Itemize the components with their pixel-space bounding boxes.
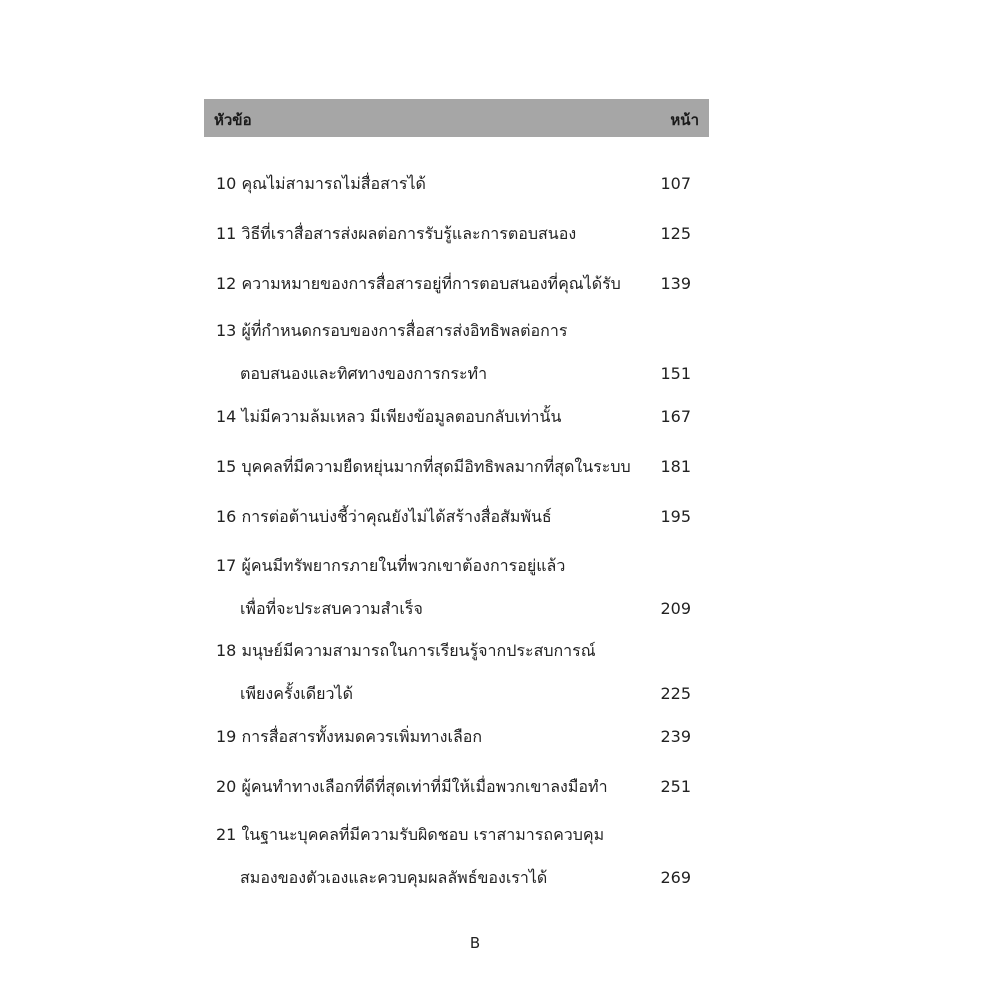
toc-entry-title-line: มนุษย์มีความสามารถในการเรียนรู้จากประสบการณ์: [241, 641, 596, 660]
toc-entry-page: 225: [660, 684, 691, 703]
toc-entry-title-line: สมองของตัวเองและควบคุมผลลัพธ์ของเราได้: [240, 868, 548, 887]
toc-entry-page: 251: [660, 777, 691, 796]
toc-entry-page: 239: [660, 727, 691, 746]
toc-entry-page: 125: [660, 224, 691, 243]
toc-entry-page: 107: [660, 174, 691, 193]
toc-entry-title-line: เพียงครั้งเดียวได้: [240, 684, 353, 703]
toc-entry-page: 195: [660, 507, 691, 526]
toc-entry-page: 151: [660, 364, 691, 383]
topic-column-label: หัวข้อ: [214, 111, 252, 129]
toc-entry-title: [216, 727, 482, 747]
toc-entry-number: 17: [216, 556, 237, 575]
toc-entry-number: 10: [216, 174, 237, 193]
toc-entry-title-line: ความหมายของการสื่อสารอยู่ที่การตอบสนองที่คุณได้รับ: [241, 274, 621, 293]
toc-entry-title-line: ในฐานะบุคคลที่มีความรับผิดชอบ เราสามารถควบคุม: [241, 825, 605, 844]
toc-entry-title-line: ผู้คนทำทางเลือกที่ดีที่สุดเท่าที่มีให้เมื่อพวกเขาลงมือทำ: [241, 777, 608, 796]
toc-entry-title-line: วิธีที่เราสื่อสารส่งผลต่อการรับรู้และการตอบสนอง: [241, 224, 577, 243]
toc-entry-title-line: ไม่มีความล้มเหลว มีเพียงข้อมูลตอบกลับเท่านั้น: [241, 407, 562, 426]
toc-entry-number: 11: [216, 224, 237, 243]
toc-entry-title-line: คุณไม่สามารถไม่สื่อสารได้: [241, 174, 426, 193]
page-column-label: หน้า: [670, 111, 699, 129]
toc-entry-number: 19: [216, 727, 237, 746]
toc-entry-page: 209: [660, 599, 691, 618]
toc-entry-title: [216, 321, 567, 341]
toc-entry-title: [216, 457, 631, 477]
toc-entry-page: 269: [660, 868, 691, 887]
toc-entry-title-line: เพื่อที่จะประสบความสำเร็จ: [240, 599, 423, 618]
toc-entry-title: [216, 641, 596, 661]
toc-entry-number: 13: [216, 321, 237, 340]
toc-entry-title-line: บุคคลที่มีความยืดหยุ่นมากที่สุดมีอิทธิพลมากที่สุดในระบบ: [241, 457, 631, 476]
toc-entry-title: [216, 224, 576, 244]
toc-entry-title: [216, 556, 565, 576]
toc-entry-title-line: ผู้คนมีทรัพยากรภายในที่พวกเขาต้องการอยู่แล้ว: [241, 556, 566, 575]
toc-entry-number: 16: [216, 507, 237, 526]
toc-entry-title: [216, 174, 426, 194]
toc-entry-number: 21: [216, 825, 237, 844]
toc-entry-title-line: การสื่อสารทั้งหมดควรเพิ่มทางเลือก: [241, 727, 483, 746]
toc-entry-title: [216, 777, 608, 797]
toc-entry-title: [216, 507, 552, 527]
toc-entry-title: [216, 274, 621, 294]
toc-entry-title-line: ตอบสนองและทิศทางของการกระทำ: [240, 364, 488, 383]
toc-entry-title: [216, 407, 561, 427]
toc-entry-title-line: ผู้ที่กำหนดกรอบของการสื่อสารส่งอิทธิพลต่อการ: [241, 321, 568, 340]
toc-entry-title: [216, 825, 604, 845]
toc-entry-number: 20: [216, 777, 237, 796]
toc-entry-page: 181: [660, 457, 691, 476]
toc-header: [204, 99, 709, 137]
toc-entry-page: 139: [660, 274, 691, 293]
toc-entry-number: 18: [216, 641, 237, 660]
page-marker: B: [469, 934, 481, 952]
toc-entry-number: 12: [216, 274, 237, 293]
toc-entry-number: 14: [216, 407, 237, 426]
toc-entry-title-line: การต่อต้านบ่งชี้ว่าคุณยังไม่ได้สร้างสื่อสัมพันธ์: [241, 507, 552, 526]
toc-entry-number: 15: [216, 457, 237, 476]
toc-entry-page: 167: [660, 407, 691, 426]
